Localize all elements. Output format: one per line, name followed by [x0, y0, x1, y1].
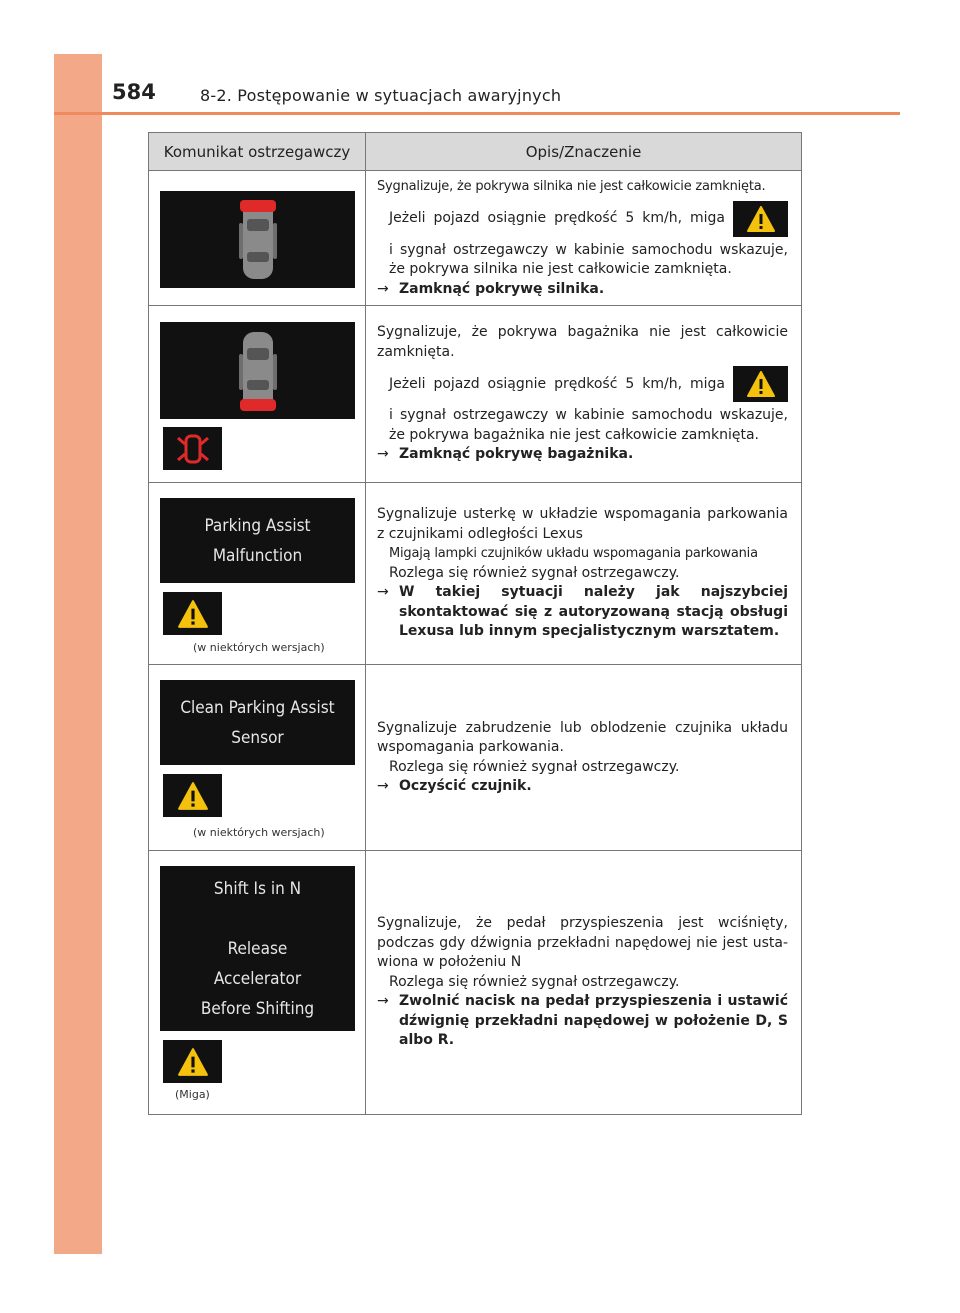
header-rule [54, 112, 900, 115]
arrow-icon: → [377, 993, 389, 1010]
condition-text: Jeżeli pojazd osiągnie prędkość 5 km/h, miga [389, 209, 725, 226]
message-cell [149, 483, 366, 665]
arrow-icon: → [377, 584, 389, 601]
version-note: (w niektórych wersjach) [193, 826, 325, 839]
detail-text: Rozlega się również sygnał ostrzegawczy. [389, 758, 680, 775]
table-row [149, 665, 802, 851]
screen-message-line: Before Shifting [200, 998, 315, 1019]
warning-icon-box [163, 774, 222, 817]
detail-text: Migają lampki czujników układu wspomagania parkowania [389, 546, 758, 562]
header-description: Opis/Znaczenie [366, 133, 802, 171]
screen-message-line: Clean Parking Assist [180, 697, 335, 718]
screen-message-line: Parking Assist [204, 515, 311, 536]
screen-message-line: Malfunction [212, 545, 303, 566]
description-cell [366, 851, 802, 1115]
condition-detail: i sygnał ostrzegawczy w kabinie samochodu wskazuje, że pokrywa bagażnika nie jest całkowicie zamknięta. [389, 407, 788, 443]
description-cell [366, 306, 802, 483]
condition-line [377, 201, 788, 237]
display-screen [160, 866, 355, 1031]
description-text: Sygnalizuje zabrudzenie lub oblodzenie czujnika układu wspomagania parkowania. [377, 719, 788, 755]
table-row [149, 483, 802, 665]
description-cell [366, 171, 802, 306]
warning-icon-box [163, 1040, 222, 1083]
section-title: 8-2. Postępowanie w sytuacjach awaryjnych [200, 86, 562, 105]
action-text: W takiej sytuacji należy jak najszybciej skontaktować się z autoryzowaną stacją obsługi Lexusa lub innym specjalistycznym warsztatem. [399, 584, 788, 640]
condition-detail: i sygnał ostrzegawczy w kabinie samochodu wskazuje, że pokrywa silnika nie jest całkowicie zamknięta. [389, 241, 788, 277]
warning-icon-box [163, 592, 222, 635]
display-screen [160, 191, 355, 288]
screen-message-line: Release [227, 938, 288, 959]
description-text: Sygnalizuje, że pokrywa bagażnika nie jest całkowicie zamknięta. [377, 324, 788, 360]
car-trunk-open-icon [236, 328, 280, 414]
action-text: Zwolnić nacisk na pedał przyspieszenia i ustawić dźwignię przekładni napędowej w położenie D, S albo R. [399, 993, 788, 1049]
condition-line [377, 366, 788, 402]
detail-text: Rozlega się również sygnał ostrzegawczy. [389, 564, 680, 581]
warning-triangle-icon [176, 1046, 210, 1078]
message-cell [149, 665, 366, 851]
condition-text: Jeżeli pojazd osiągnie prędkość 5 km/h, miga [389, 375, 725, 392]
table-header-row [149, 133, 802, 171]
blinking-note: (Miga) [175, 1088, 210, 1101]
action-line [377, 777, 788, 797]
table-row [149, 851, 802, 1115]
description-text: Sygnalizuje, że pokrywa silnika nie jest całkowicie zamknięta. [377, 179, 766, 194]
message-cell [149, 851, 366, 1115]
screen-message-line: Accelerator [213, 968, 302, 989]
message-cell [149, 171, 366, 306]
message-cell [149, 306, 366, 483]
warning-messages-table [148, 132, 802, 1115]
action-line [377, 992, 788, 1051]
table-row [149, 171, 802, 306]
description-text: Sygnalizuje, że pedał przyspieszenia jest wciśnięty, podczas gdy dźwignia przekładni napędowej nie jest usta-wiona w położeniu N [377, 915, 788, 971]
warning-triangle-icon [176, 780, 210, 812]
description-text: Sygnalizuje usterkę w układzie wspomagania parkowania z czujnikami odległości Lexus [377, 506, 788, 542]
page-number: 584 [112, 80, 156, 104]
action-line [377, 280, 788, 300]
action-text: Oczyścić czujnik. [399, 778, 532, 794]
action-text: Zamknąć pokrywę silnika. [399, 280, 605, 297]
door-warning-icon-box [163, 427, 222, 470]
version-note: (w niektórych wersjach) [193, 641, 325, 654]
door-open-icon [175, 432, 211, 466]
table-row [149, 306, 802, 483]
action-line [377, 583, 788, 642]
header-warning-message: Komunikat ostrzegawczy [149, 133, 366, 171]
car-hood-open-icon [236, 197, 280, 283]
warning-triangle-icon [176, 598, 210, 630]
detail-text: Rozlega się również sygnał ostrzegawczy. [389, 973, 680, 990]
screen-message-line: Sensor [231, 727, 284, 748]
display-screen [160, 498, 355, 583]
arrow-icon: → [377, 778, 389, 794]
warning-light-icon [733, 201, 788, 237]
arrow-icon: → [377, 446, 389, 463]
screen-message-line: Shift Is in N [213, 878, 302, 899]
action-text: Zamknąć pokrywę bagażnika. [399, 446, 634, 463]
description-cell [366, 483, 802, 665]
display-screen [160, 680, 355, 765]
action-line [377, 445, 788, 465]
warning-light-icon [733, 366, 788, 402]
display-screen [160, 322, 355, 419]
side-margin-bar [54, 54, 102, 1254]
description-cell [366, 665, 802, 851]
arrow-icon: → [377, 280, 389, 297]
